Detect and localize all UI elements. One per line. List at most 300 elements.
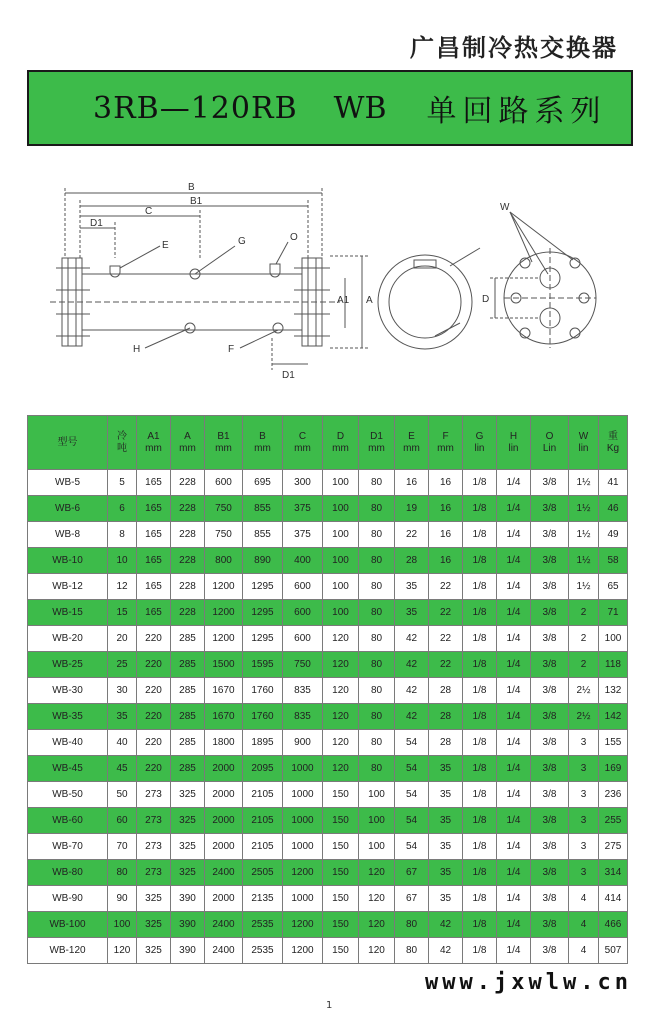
table-cell: 1000 xyxy=(283,808,323,834)
table-cell: 22 xyxy=(429,652,463,678)
banner-series: 3RB—120RB xyxy=(93,90,298,126)
table-cell: 16 xyxy=(429,522,463,548)
table-cell: 150 xyxy=(323,886,359,912)
table-cell: 2½ xyxy=(569,704,599,730)
table-cell: 273 xyxy=(137,782,171,808)
column-header-name: 型号 xyxy=(57,436,78,448)
label-E: E xyxy=(162,240,169,251)
table-cell: 35 xyxy=(395,600,429,626)
table-cell: 220 xyxy=(137,756,171,782)
table-cell: 100 xyxy=(323,574,359,600)
table-cell: 169 xyxy=(599,756,628,782)
label-A: A xyxy=(366,295,373,306)
label-G: G xyxy=(238,236,246,247)
label-F: F xyxy=(228,344,235,355)
table-cell: 228 xyxy=(171,574,205,600)
table-cell: 1/8 xyxy=(463,756,497,782)
table-cell: 255 xyxy=(599,808,628,834)
table-cell: 1/8 xyxy=(463,730,497,756)
model-cell: WB-30 xyxy=(28,678,108,704)
column-header xyxy=(531,416,569,470)
column-header xyxy=(28,416,108,470)
table-cell: 3/8 xyxy=(531,834,569,860)
table-cell: 120 xyxy=(359,860,395,886)
table-cell: 2535 xyxy=(243,912,283,938)
table-cell: 835 xyxy=(283,678,323,704)
table-cell: 285 xyxy=(171,704,205,730)
table-cell: 1/8 xyxy=(463,782,497,808)
table-cell: 1/4 xyxy=(497,704,531,730)
table-cell: 1595 xyxy=(243,652,283,678)
model-cell: WB-60 xyxy=(28,808,108,834)
table-cell: 375 xyxy=(283,522,323,548)
table-cell: 2000 xyxy=(205,886,243,912)
table-row xyxy=(28,678,628,704)
table-cell: 54 xyxy=(395,808,429,834)
table-row xyxy=(28,756,628,782)
table-cell: 80 xyxy=(359,678,395,704)
model-cell: WB-50 xyxy=(28,782,108,808)
table-cell: 1/4 xyxy=(497,808,531,834)
table-cell: 3/8 xyxy=(531,912,569,938)
table-cell: 35 xyxy=(395,574,429,600)
table-row xyxy=(28,912,628,938)
table-cell: 1/4 xyxy=(497,626,531,652)
table-cell: 325 xyxy=(171,860,205,886)
label-D1-top: D1 xyxy=(90,218,103,229)
table-cell: 16 xyxy=(395,470,429,496)
column-header-unit: lin xyxy=(578,442,589,454)
table-cell: 1670 xyxy=(205,704,243,730)
table-cell: 695 xyxy=(243,470,283,496)
table-cell: 35 xyxy=(429,782,463,808)
label-B1: B1 xyxy=(190,196,203,207)
column-header xyxy=(569,416,599,470)
banner-code: WB xyxy=(333,90,387,126)
table-cell: 2000 xyxy=(205,782,243,808)
table-cell: 1/4 xyxy=(497,730,531,756)
table-cell: 1/8 xyxy=(463,938,497,964)
table-cell: 273 xyxy=(137,808,171,834)
column-header xyxy=(429,416,463,470)
table-cell: 54 xyxy=(395,730,429,756)
table-cell: 80 xyxy=(395,938,429,964)
column-header xyxy=(599,416,628,470)
table-cell: 100 xyxy=(108,912,137,938)
column-header-name: E xyxy=(408,430,415,442)
model-cell: WB-100 xyxy=(28,912,108,938)
table-cell: 165 xyxy=(137,522,171,548)
table-cell: 120 xyxy=(359,912,395,938)
table-cell: 35 xyxy=(429,808,463,834)
table-cell: 65 xyxy=(599,574,628,600)
table-cell: 3/8 xyxy=(531,938,569,964)
column-header-unit: Kg xyxy=(606,442,620,454)
table-cell: 3/8 xyxy=(531,730,569,756)
table-cell: 1/8 xyxy=(463,886,497,912)
table-cell: 120 xyxy=(323,678,359,704)
table-cell: 30 xyxy=(108,678,137,704)
table-cell: 40 xyxy=(108,730,137,756)
table-cell: 900 xyxy=(283,730,323,756)
column-header-name: D xyxy=(336,430,345,442)
table-cell: 80 xyxy=(359,548,395,574)
table-cell: 100 xyxy=(323,600,359,626)
table-cell: 2000 xyxy=(205,756,243,782)
table-cell: 28 xyxy=(395,548,429,574)
table-cell: 1/8 xyxy=(463,678,497,704)
table-cell: 35 xyxy=(429,886,463,912)
table-cell: 42 xyxy=(395,678,429,704)
table-cell: 54 xyxy=(395,782,429,808)
table-cell: 1/8 xyxy=(463,470,497,496)
column-header-name: B xyxy=(259,430,266,442)
table-cell: 1½ xyxy=(569,574,599,600)
table-cell: 1200 xyxy=(205,600,243,626)
table-cell: 1/4 xyxy=(497,470,531,496)
table-cell: 1/4 xyxy=(497,496,531,522)
column-header-name: A1 xyxy=(147,430,160,442)
table-cell: 273 xyxy=(137,834,171,860)
column-header-name: 冷 xyxy=(117,430,127,442)
table-cell: 285 xyxy=(171,730,205,756)
table-cell: 855 xyxy=(243,522,283,548)
column-header-unit: mm xyxy=(215,442,232,454)
table-cell: 390 xyxy=(171,912,205,938)
table-cell: 80 xyxy=(359,756,395,782)
table-cell: 285 xyxy=(171,626,205,652)
table-cell: 1/8 xyxy=(463,548,497,574)
column-header-unit: Lin xyxy=(542,442,557,454)
table-cell: 3/8 xyxy=(531,574,569,600)
table-cell: 1/8 xyxy=(463,704,497,730)
table-cell: 1670 xyxy=(205,678,243,704)
label-C: C xyxy=(145,206,153,217)
table-cell: 275 xyxy=(599,834,628,860)
table-cell: 20 xyxy=(108,626,137,652)
table-cell: 3 xyxy=(569,730,599,756)
website-url: www.jxwlw.cn xyxy=(425,970,632,995)
table-cell: 2½ xyxy=(569,678,599,704)
table-cell: 1/4 xyxy=(497,756,531,782)
table-cell: 2135 xyxy=(243,886,283,912)
table-cell: 228 xyxy=(171,548,205,574)
table-cell: 1200 xyxy=(283,938,323,964)
column-header xyxy=(359,416,395,470)
table-cell: 1200 xyxy=(205,574,243,600)
table-cell: 3/8 xyxy=(531,808,569,834)
table-row xyxy=(28,548,628,574)
table-cell: 80 xyxy=(359,522,395,548)
table-cell: 3/8 xyxy=(531,626,569,652)
column-header-name: C xyxy=(298,430,307,442)
table-row xyxy=(28,808,628,834)
spec-table xyxy=(27,415,628,964)
table-cell: 80 xyxy=(359,652,395,678)
column-header xyxy=(463,416,497,470)
table-row xyxy=(28,522,628,548)
table-cell: 120 xyxy=(323,626,359,652)
table-cell: 100 xyxy=(359,782,395,808)
table-cell: 3/8 xyxy=(531,886,569,912)
table-cell: 90 xyxy=(108,886,137,912)
table-cell: 1½ xyxy=(569,496,599,522)
label-B: B xyxy=(188,182,195,193)
table-cell: 42 xyxy=(395,704,429,730)
column-header xyxy=(205,416,243,470)
table-row xyxy=(28,860,628,886)
table-cell: 325 xyxy=(171,808,205,834)
table-cell: 855 xyxy=(243,496,283,522)
table-cell: 41 xyxy=(599,470,628,496)
table-cell: 325 xyxy=(137,912,171,938)
table-cell: 100 xyxy=(359,808,395,834)
table-row xyxy=(28,938,628,964)
table-row xyxy=(28,730,628,756)
table-cell: 120 xyxy=(323,730,359,756)
table-cell: 375 xyxy=(283,496,323,522)
table-cell: 22 xyxy=(429,626,463,652)
heat-exchanger-drawing xyxy=(40,178,630,383)
column-header xyxy=(137,416,171,470)
table-cell: 4 xyxy=(569,912,599,938)
table-cell: 390 xyxy=(171,886,205,912)
table-cell: 600 xyxy=(283,574,323,600)
table-cell: 400 xyxy=(283,548,323,574)
label-D1-bottom: D1 xyxy=(282,370,295,381)
column-header xyxy=(243,416,283,470)
table-cell: 2 xyxy=(569,626,599,652)
table-cell: 3/8 xyxy=(531,782,569,808)
model-cell: WB-6 xyxy=(28,496,108,522)
table-cell: 1/8 xyxy=(463,600,497,626)
label-O: O xyxy=(290,232,298,243)
table-cell: 8 xyxy=(108,522,137,548)
model-cell: WB-12 xyxy=(28,574,108,600)
table-cell: 800 xyxy=(205,548,243,574)
table-cell: 1000 xyxy=(283,782,323,808)
table-row xyxy=(28,834,628,860)
table-cell: 1/4 xyxy=(497,548,531,574)
table-cell: 2105 xyxy=(243,808,283,834)
table-cell: 1/8 xyxy=(463,808,497,834)
table-cell: 22 xyxy=(395,522,429,548)
table-cell: 285 xyxy=(171,756,205,782)
table-cell: 42 xyxy=(429,912,463,938)
table-cell: 3/8 xyxy=(531,678,569,704)
table-cell: 150 xyxy=(323,938,359,964)
table-cell: 228 xyxy=(171,600,205,626)
table-cell: 1½ xyxy=(569,522,599,548)
table-cell: 3 xyxy=(569,860,599,886)
table-cell: 1/4 xyxy=(497,938,531,964)
column-header-unit: mm xyxy=(368,442,385,454)
table-cell: 120 xyxy=(323,652,359,678)
table-cell: 12 xyxy=(108,574,137,600)
table-cell: 1/8 xyxy=(463,860,497,886)
table-cell: 19 xyxy=(395,496,429,522)
table-cell: 100 xyxy=(323,470,359,496)
table-cell: 750 xyxy=(205,522,243,548)
table-cell: 3/8 xyxy=(531,522,569,548)
table-cell: 50 xyxy=(108,782,137,808)
table-cell: 285 xyxy=(171,678,205,704)
table-cell: 165 xyxy=(137,548,171,574)
table-cell: 49 xyxy=(599,522,628,548)
table-cell: 150 xyxy=(323,782,359,808)
table-cell: 236 xyxy=(599,782,628,808)
table-cell: 45 xyxy=(108,756,137,782)
table-cell: 100 xyxy=(599,626,628,652)
model-cell: WB-8 xyxy=(28,522,108,548)
table-cell: 54 xyxy=(395,756,429,782)
model-cell: WB-10 xyxy=(28,548,108,574)
table-cell: 2000 xyxy=(205,834,243,860)
table-cell: 1500 xyxy=(205,652,243,678)
table-cell: 1895 xyxy=(243,730,283,756)
table-cell: 70 xyxy=(108,834,137,860)
table-cell: 67 xyxy=(395,886,429,912)
table-cell: 2105 xyxy=(243,834,283,860)
table-cell: 16 xyxy=(429,548,463,574)
column-header-unit: lin xyxy=(474,442,485,454)
column-header-name: D1 xyxy=(370,430,383,442)
table-cell: 750 xyxy=(205,496,243,522)
table-cell: 4 xyxy=(569,886,599,912)
table-cell: 2095 xyxy=(243,756,283,782)
column-header-unit: mm xyxy=(403,442,420,454)
table-row xyxy=(28,704,628,730)
table-cell: 1000 xyxy=(283,756,323,782)
table-cell: 118 xyxy=(599,652,628,678)
table-cell: 2505 xyxy=(243,860,283,886)
table-cell: 4 xyxy=(569,938,599,964)
table-cell: 28 xyxy=(429,678,463,704)
table-cell: 1/4 xyxy=(497,522,531,548)
table-cell: 1/4 xyxy=(497,600,531,626)
table-cell: 1/4 xyxy=(497,678,531,704)
table-cell: 507 xyxy=(599,938,628,964)
page-number: 1 xyxy=(326,1000,333,1011)
label-A1: A1 xyxy=(337,295,350,306)
table-cell: 600 xyxy=(283,600,323,626)
table-cell: 100 xyxy=(323,548,359,574)
column-header-name: W xyxy=(578,430,589,442)
table-cell: 22 xyxy=(429,600,463,626)
table-cell: 1/4 xyxy=(497,782,531,808)
table-cell: 1/4 xyxy=(497,860,531,886)
table-cell: 28 xyxy=(429,704,463,730)
table-cell: 2400 xyxy=(205,912,243,938)
table-cell: 325 xyxy=(137,886,171,912)
table-cell: 80 xyxy=(359,574,395,600)
column-header-name: B1 xyxy=(217,430,230,442)
table-row xyxy=(28,626,628,652)
table-cell: 6 xyxy=(108,496,137,522)
table-cell: 1295 xyxy=(243,626,283,652)
table-cell: 1760 xyxy=(243,678,283,704)
table-cell: 120 xyxy=(359,938,395,964)
table-cell: 3/8 xyxy=(531,756,569,782)
table-cell: 46 xyxy=(599,496,628,522)
table-cell: 2105 xyxy=(243,782,283,808)
table-cell: 1½ xyxy=(569,548,599,574)
table-row xyxy=(28,496,628,522)
table-cell: 5 xyxy=(108,470,137,496)
table-cell: 120 xyxy=(323,756,359,782)
table-cell: 325 xyxy=(171,782,205,808)
column-header xyxy=(395,416,429,470)
table-cell: 750 xyxy=(283,652,323,678)
table-cell: 71 xyxy=(599,600,628,626)
table-cell: 1000 xyxy=(283,886,323,912)
table-cell: 314 xyxy=(599,860,628,886)
table-cell: 414 xyxy=(599,886,628,912)
table-cell: 1/8 xyxy=(463,912,497,938)
label-D: D xyxy=(482,294,490,305)
table-cell: 228 xyxy=(171,470,205,496)
table-cell: 1800 xyxy=(205,730,243,756)
model-cell: WB-25 xyxy=(28,652,108,678)
table-cell: 100 xyxy=(359,834,395,860)
model-cell: WB-45 xyxy=(28,756,108,782)
table-cell: 80 xyxy=(359,600,395,626)
table-cell: 35 xyxy=(429,860,463,886)
table-cell: 890 xyxy=(243,548,283,574)
table-cell: 42 xyxy=(395,652,429,678)
table-cell: 1½ xyxy=(569,470,599,496)
table-cell: 3 xyxy=(569,808,599,834)
table-cell: 3/8 xyxy=(531,548,569,574)
table-cell: 1/8 xyxy=(463,834,497,860)
table-cell: 120 xyxy=(323,704,359,730)
column-header-unit: lin xyxy=(508,442,519,454)
table-cell: 835 xyxy=(283,704,323,730)
table-cell: 3/8 xyxy=(531,470,569,496)
table-cell: 1/4 xyxy=(497,652,531,678)
column-header-unit: mm xyxy=(332,442,349,454)
table-cell: 1/8 xyxy=(463,522,497,548)
table-cell: 1/8 xyxy=(463,574,497,600)
table-cell: 228 xyxy=(171,496,205,522)
model-cell: WB-20 xyxy=(28,626,108,652)
table-cell: 466 xyxy=(599,912,628,938)
column-header-name: 重 xyxy=(608,430,618,442)
table-cell: 142 xyxy=(599,704,628,730)
table-cell: 325 xyxy=(137,938,171,964)
table-cell: 3 xyxy=(569,782,599,808)
table-cell: 80 xyxy=(359,496,395,522)
table-cell: 150 xyxy=(323,912,359,938)
column-header-unit: 吨 xyxy=(117,442,127,454)
column-header xyxy=(171,416,205,470)
column-header xyxy=(283,416,323,470)
model-cell: WB-5 xyxy=(28,470,108,496)
column-header-name: A xyxy=(184,430,191,442)
column-header xyxy=(323,416,359,470)
table-cell: 220 xyxy=(137,704,171,730)
table-cell: 28 xyxy=(429,730,463,756)
table-cell: 1/4 xyxy=(497,912,531,938)
table-cell: 80 xyxy=(108,860,137,886)
model-cell: WB-35 xyxy=(28,704,108,730)
table-cell: 3 xyxy=(569,834,599,860)
table-cell: 1000 xyxy=(283,834,323,860)
table-cell: 120 xyxy=(359,886,395,912)
table-cell: 165 xyxy=(137,470,171,496)
table-cell: 3/8 xyxy=(531,704,569,730)
table-cell: 165 xyxy=(137,600,171,626)
